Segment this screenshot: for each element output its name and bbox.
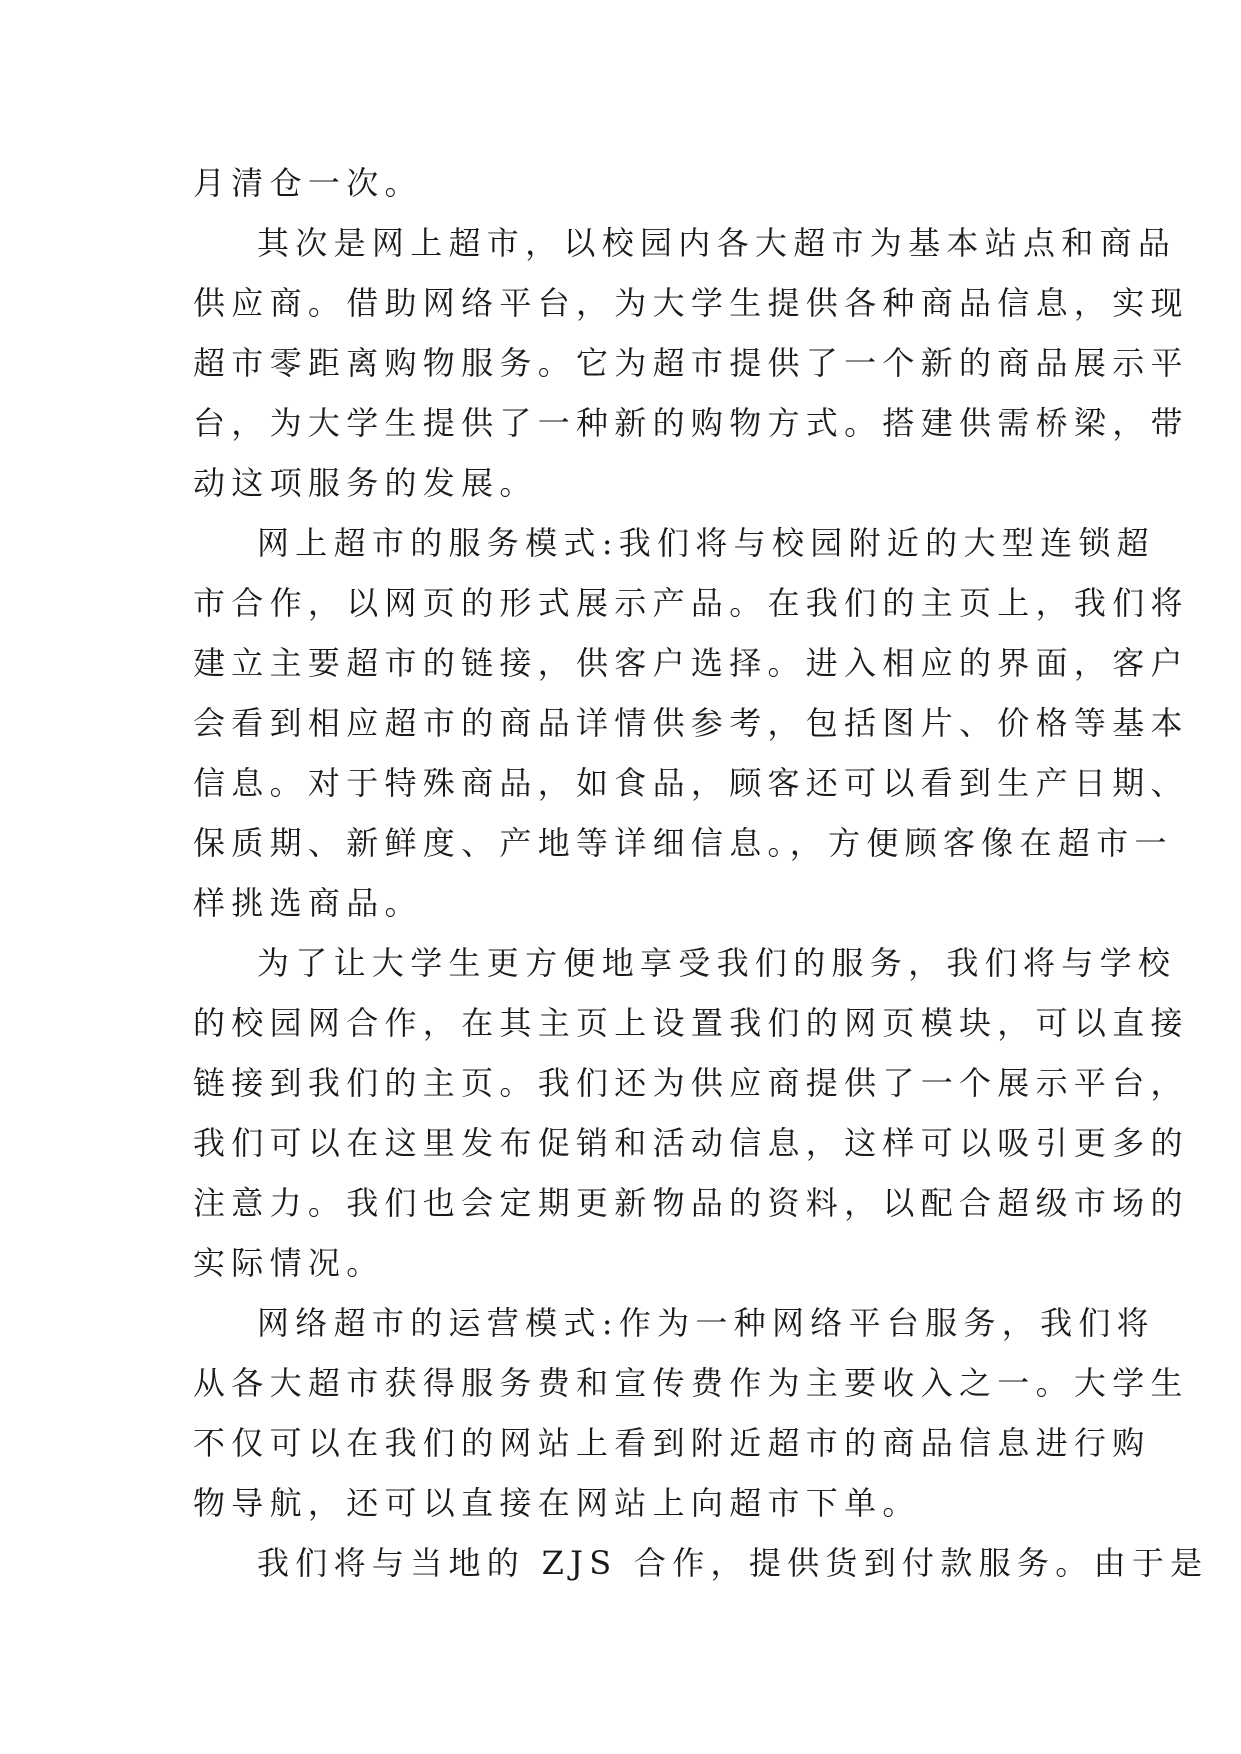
- text-line: 建立主要超市的链接，供客户选择。进入相应的界面，客户: [193, 644, 1189, 682]
- text-line: 网上超市的服务模式:我们将与校园附近的大型连锁超: [257, 524, 1155, 562]
- text-line: 样挑选商品。: [193, 884, 423, 922]
- text-line: 物导航，还可以直接在网站上向超市下单。: [193, 1484, 921, 1522]
- text-line: 从各大超市获得服务费和宣传费作为主要收入之一。大学生: [193, 1364, 1189, 1402]
- text-line: 台，为大学生提供了一种新的购物方式。搭建供需桥梁，带: [193, 404, 1189, 442]
- text-line: 其次是网上超市，以校园内各大超市为基本站点和商品: [257, 224, 1177, 262]
- text-line: 信息。对于特殊商品，如食品，顾客还可以看到生产日期、: [193, 764, 1189, 802]
- text-line: 我们可以在这里发布促销和活动信息，这样可以吸引更多的: [193, 1124, 1189, 1162]
- text-line: 不仅可以在我们的网站上看到附近超市的商品信息进行购: [193, 1424, 1151, 1462]
- text-line: 为了让大学生更方便地享受我们的服务，我们将与学校: [257, 944, 1177, 982]
- text-line: 实际情况。: [193, 1244, 385, 1282]
- text-line: 注意力。我们也会定期更新物品的资料，以配合超级市场的: [193, 1184, 1189, 1222]
- text-line: 会看到相应超市的商品详情供参考，包括图片、价格等基本: [193, 704, 1189, 742]
- text-line: 保质期、新鲜度、产地等详细信息。，方便顾客像在超市一: [193, 824, 1173, 862]
- text-line: 市合作，以网页的形式展示产品。在我们的主页上，我们将: [193, 584, 1189, 622]
- text-line: 动这项服务的发展。: [193, 464, 538, 502]
- text-line: 我们将与当地的 ZJS 合作，提供货到付款服务。由于是: [257, 1544, 1209, 1582]
- text-line: 月清仓一次。: [193, 164, 423, 202]
- text-line: 超市零距离购物服务。它为超市提供了一个新的商品展示平: [193, 344, 1189, 382]
- text-line: 网络超市的运营模式:作为一种网络平台服务，我们将: [257, 1304, 1155, 1342]
- document-body: [193, 153, 1209, 1593]
- text-line: 供应商。借助网络平台，为大学生提供各种商品信息，实现: [193, 284, 1189, 322]
- text-line: 链接到我们的主页。我们还为供应商提供了一个展示平台，: [193, 1064, 1189, 1102]
- text-line: 的校园网合作，在其主页上设置我们的网页模块，可以直接: [193, 1004, 1189, 1042]
